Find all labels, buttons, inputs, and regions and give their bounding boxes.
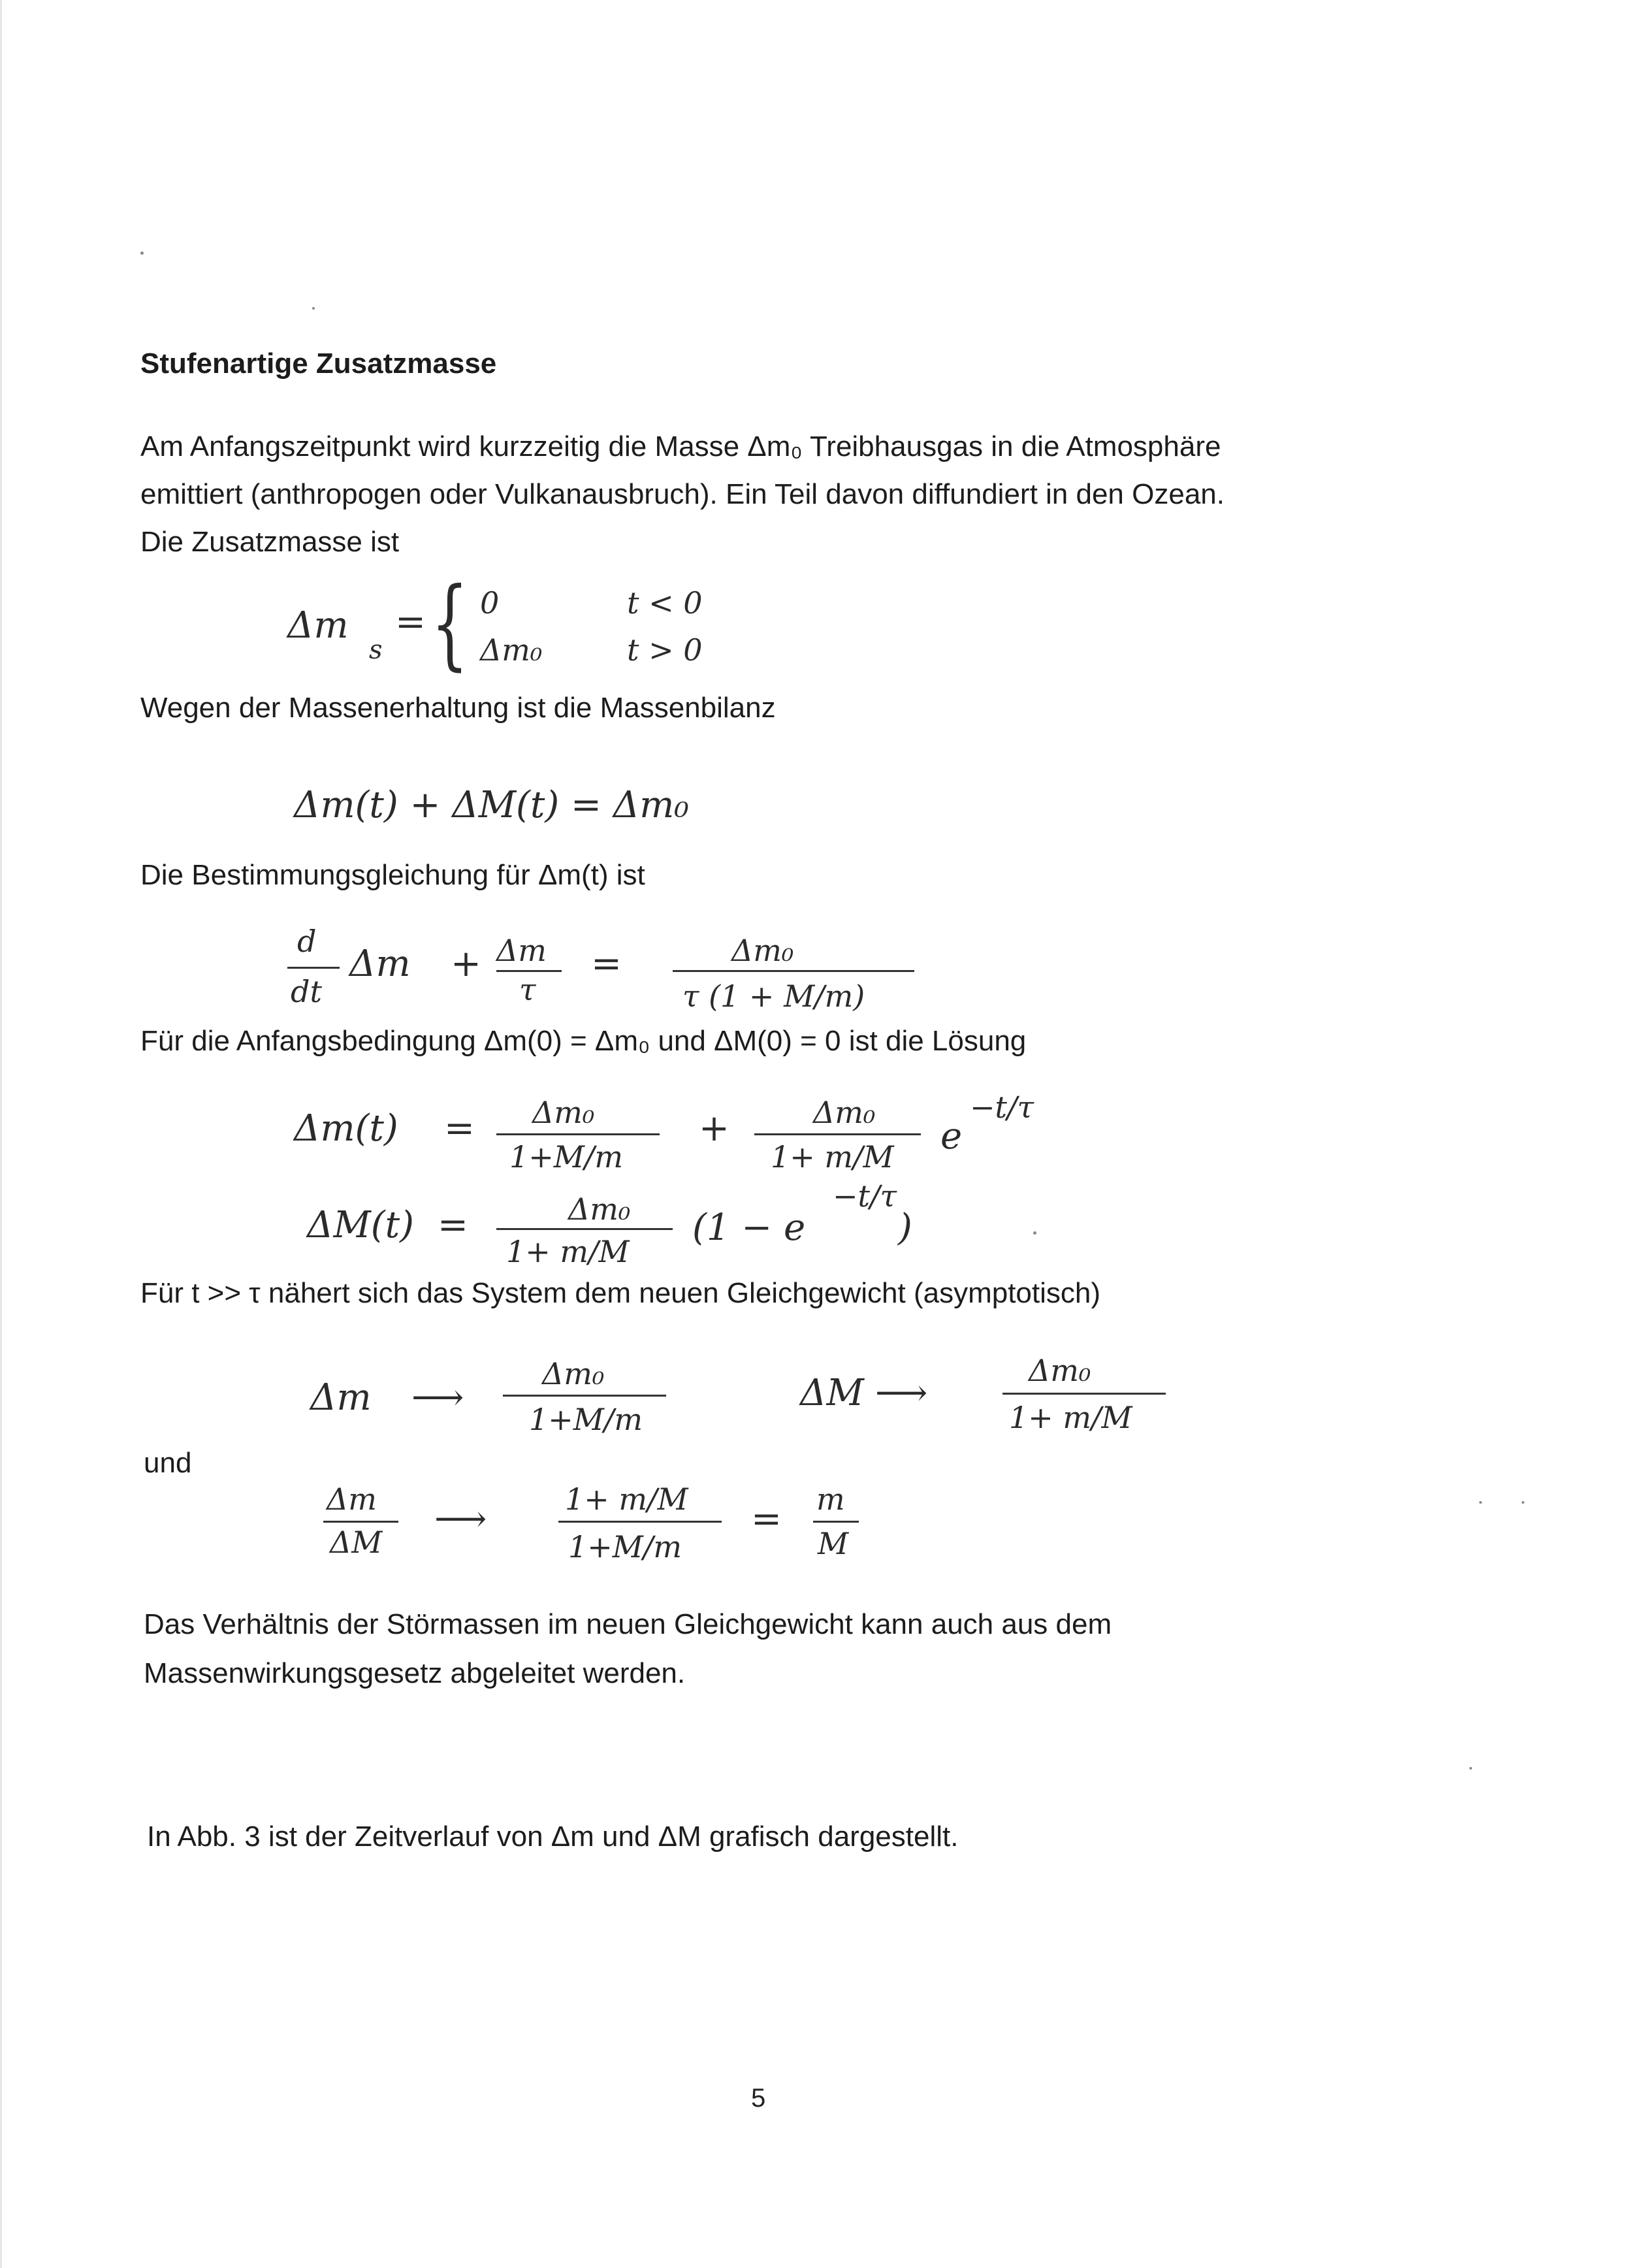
- paragraph-1-line-3: Die Zusatzmasse ist: [140, 526, 400, 558]
- eq-lim-M-frac-line: [1002, 1393, 1166, 1395]
- eq-lim-M-num: Δm₀: [1029, 1353, 1091, 1388]
- scan-speck: [1522, 1501, 1524, 1504]
- paragraph-1-line-1: Am Anfangszeitpunkt wird kurzzeitig die Masse Δm₀ Treibhausgas in die Atmosphäre: [140, 430, 1221, 462]
- section-heading: Stufenartige Zusatzmasse: [140, 348, 497, 380]
- eq-ratio-num1: Δm: [327, 1482, 377, 1517]
- eq-sol-M-equals: =: [438, 1204, 468, 1246]
- eq-sol-m-num1: Δm₀: [532, 1095, 595, 1130]
- eq-step-case2-cond: t > 0: [627, 632, 703, 668]
- eq-ratio-num3: m: [816, 1482, 845, 1517]
- eq-ode-frac1-line: [287, 967, 340, 969]
- eq-ode-num3: Δm₀: [731, 933, 794, 968]
- eq-sol-m-den1: 1+M/m: [509, 1139, 624, 1174]
- eq-lim-M-arrow: ⟶: [875, 1372, 928, 1414]
- eq-lim-M-lhs: ΔM: [800, 1372, 864, 1414]
- eq-lim-m-frac-line: [503, 1395, 666, 1397]
- eq-step-case1-value: 0: [480, 585, 500, 621]
- eq-lim-m-lhs: Δm: [310, 1376, 372, 1419]
- eq-ratio-den1: ΔM: [330, 1525, 383, 1560]
- eq-ratio-den2: 1+M/m: [568, 1529, 682, 1564]
- scan-speck: [1469, 1767, 1472, 1770]
- eq-sol-M-close: ): [898, 1207, 912, 1249]
- eq-lim-m-num: Δm₀: [542, 1356, 605, 1391]
- eq-sol-m-plus: +: [699, 1107, 729, 1150]
- paragraph-3: Die Bestimmungsgleichung für Δm(t) ist: [140, 859, 645, 891]
- eq-step-lhs-sub: s: [369, 635, 383, 665]
- paragraph-5: Für t >> τ nähert sich das System dem neuen Gleichgewicht (asymptotisch): [140, 1277, 1101, 1309]
- eq-sol-m-frac2-line: [754, 1133, 921, 1135]
- eq-ratio-frac3-line: [813, 1521, 859, 1523]
- equation-mass-balance: Δm(t) + ΔM(t) = Δm₀: [294, 784, 689, 826]
- eq-lim-m-den: 1+M/m: [529, 1402, 643, 1437]
- scan-speck: [140, 251, 144, 255]
- eq-ratio-den3: M: [818, 1526, 849, 1561]
- eq-step-equals: =: [395, 601, 426, 643]
- eq-sol-M-lhs: ΔM(t): [307, 1204, 414, 1246]
- eq-step-lhs: Δm: [287, 604, 349, 647]
- scan-speck: [312, 307, 315, 310]
- scan-edge: [0, 0, 2, 2268]
- scan-speck: [1479, 1501, 1482, 1504]
- eq-sol-M-paren: (1 − e: [692, 1207, 806, 1249]
- eq-ratio-frac1-line: [323, 1521, 398, 1523]
- eq-step-case1-cond: t < 0: [627, 585, 703, 621]
- eq-ode-den3: τ (1 + M/m): [682, 979, 865, 1014]
- eq-sol-M-frac-line: [496, 1228, 673, 1230]
- eq-lim-M-den: 1+ m/M: [1009, 1400, 1132, 1435]
- eq-sol-m-lhs: Δm(t): [294, 1107, 398, 1150]
- eq-lim-m-arrow: ⟶: [411, 1376, 464, 1419]
- eq-step-case2-value: Δm₀: [480, 632, 543, 668]
- left-brace-icon: {: [431, 567, 469, 681]
- paragraph-7: In Abb. 3 ist der Zeitverlauf von Δm und ΔM grafisch dargestellt.: [147, 1821, 959, 1853]
- paragraph-4: Für die Anfangsbedingung Δm(0) = Δm₀ und ΔM(0) = 0 ist die Lösung: [140, 1025, 1027, 1057]
- paragraph-6-line-2: Massenwirkungsgesetz abgeleitet werden.: [144, 1657, 686, 1689]
- eq-ode-plus: +: [451, 943, 481, 985]
- paragraph-6-line-1: Das Verhältnis der Störmassen im neuen Gleichgewicht kann auch aus dem: [144, 1608, 1112, 1640]
- eq-ode-frac3-line: [673, 970, 914, 972]
- eq-ode-dt: dt: [291, 974, 322, 1009]
- eq-ode-equals: =: [591, 943, 622, 985]
- eq-ratio-equals: =: [751, 1498, 782, 1540]
- und-label: und: [144, 1447, 192, 1479]
- eq-sol-M-den: 1+ m/M: [506, 1234, 630, 1269]
- eq-sol-M-num: Δm₀: [568, 1191, 631, 1227]
- eq-ratio-arrow: ⟶: [434, 1498, 487, 1540]
- eq-ratio-num2: 1+ m/M: [565, 1482, 688, 1517]
- eq-ode-d: d: [297, 924, 317, 959]
- paragraph-1-line-2: emittiert (anthropogen oder Vulkanausbruch). Ein Teil davon diffundiert in den Ozean.: [140, 478, 1225, 510]
- paragraph-2: Wegen der Massenerhaltung ist die Massenbilanz: [140, 692, 776, 724]
- eq-sol-m-num2: Δm₀: [813, 1095, 876, 1130]
- eq-ratio-frac2-line: [558, 1521, 722, 1523]
- eq-sol-m-den2: 1+ m/M: [771, 1139, 894, 1174]
- eq-ode-dm: Δm: [349, 943, 411, 985]
- eq-sol-m-exp: e: [940, 1115, 963, 1158]
- eq-ode-den2: τ: [519, 972, 536, 1007]
- eq-sol-m-frac1-line: [496, 1133, 660, 1135]
- eq-ode-num2: Δm: [496, 933, 547, 968]
- page-number: 5: [751, 2084, 766, 2113]
- eq-sol-m-exp-sup: −t/τ: [970, 1090, 1034, 1125]
- eq-sol-M-sup: −t/τ: [833, 1178, 897, 1214]
- eq-sol-m-equals: =: [444, 1107, 475, 1150]
- scan-speck: [1033, 1231, 1036, 1235]
